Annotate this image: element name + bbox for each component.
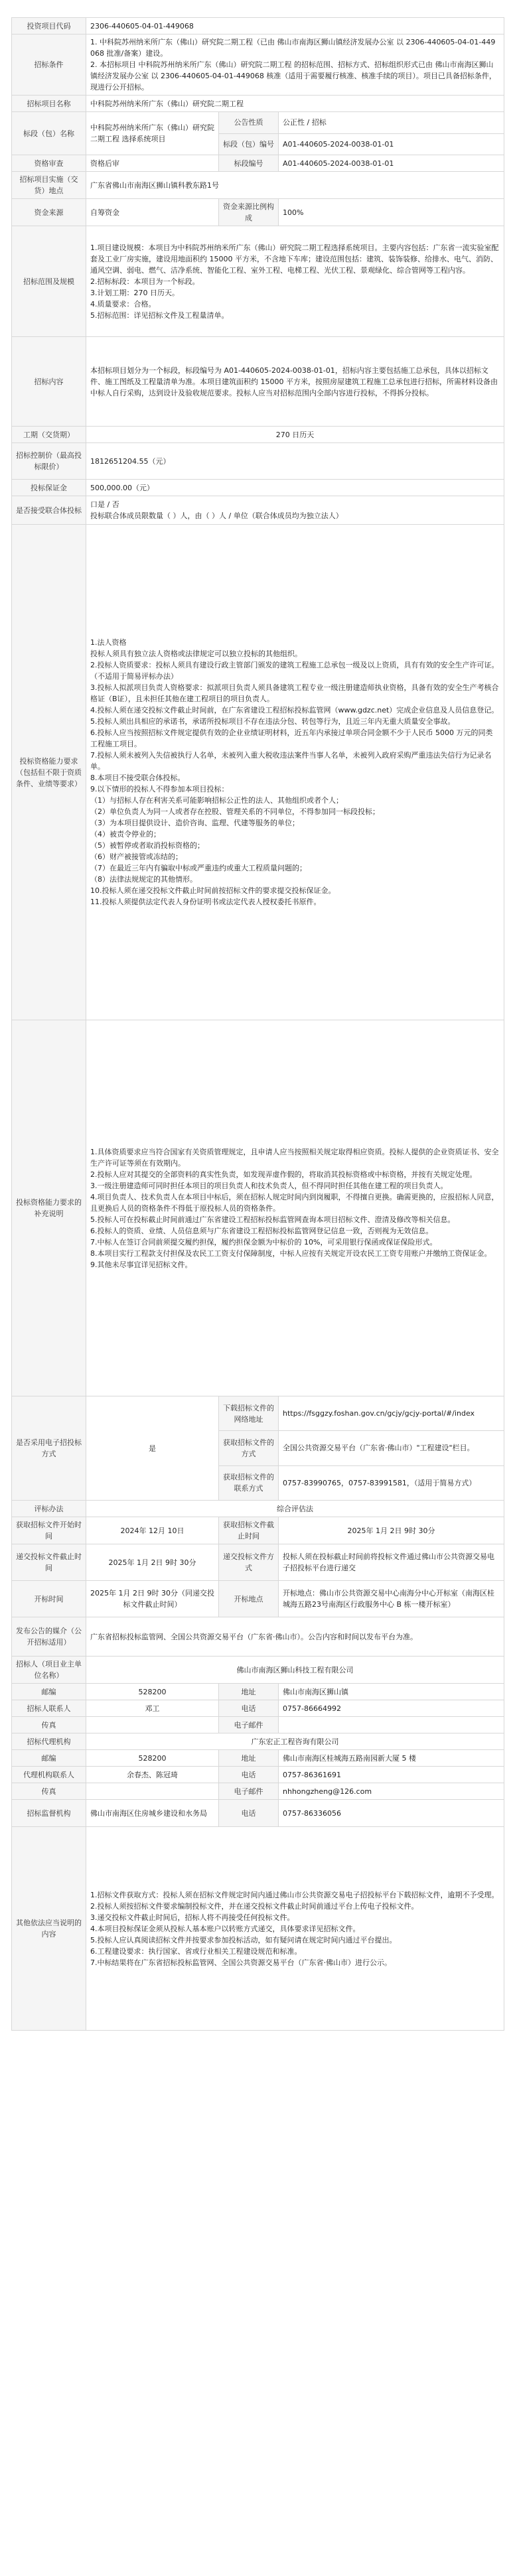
note-item: 9.其他未尽事宜详见招标文件。: [90, 1260, 192, 1269]
note-item: 3.一级注册建造师可同时担任本项目的项目负责人和技术负责人，但不得同时担任其他在建工程的项目负责人。: [90, 1181, 448, 1190]
funding-label: 资金来源: [12, 199, 86, 226]
note-item: 2.投标人应对其提交的全部资料的真实性负责，如发现弄虚作假的，将取消其投标资格或中标资格，并按有关规定处理。: [90, 1170, 477, 1179]
row-qualification: [12, 155, 504, 172]
qualification-no-value: A01-440605-2024-0038-01-01: [279, 155, 504, 172]
consortium-label: 是否接受联合体投标: [12, 496, 86, 525]
row-consortium: [12, 496, 504, 525]
row-tenderer: [12, 1657, 504, 1684]
tenderer-phone-label: 电话: [219, 1700, 279, 1717]
electronic-value: 是: [86, 1396, 219, 1501]
tenderer-address-value: 佛山市南海区狮山镇: [279, 1684, 504, 1700]
row-project-code: [12, 18, 504, 34]
media-value: 广东省招标投标监管网、全国公共资源交易平台（广东省·佛山市）。公告内容和时间以发布平台为准。: [86, 1617, 504, 1657]
tenderer-value: 佛山市南海区狮山科技工程有限公司: [86, 1657, 504, 1684]
row-max-price: [12, 443, 504, 480]
row-tenderer-address: [12, 1684, 504, 1700]
open-place-value: 开标地点：佛山市公共资源交易中心南海分中心开标室（南海区桂城海五路23号南海区行政服务中心 B 栋一楼开标室）: [279, 1581, 504, 1617]
note-item: 5.投标人可在投标截止时间前通过广东省建设工程招标投标监管网查询本项目招标文件、澄清及修改等相关信息。: [90, 1215, 455, 1224]
requirement-item: （5）被暂停或者取消投标资格的；: [90, 841, 204, 850]
get-start-label: 获取招标文件开始时间: [12, 1517, 86, 1544]
requirement-item: 9.以下情形的投标人不得参加本项目投标：: [90, 785, 229, 793]
duration-label: 工期（交货期）: [12, 427, 86, 443]
requirement-item: （2）单位负责人为同一人或者存在控股、管理关系的不同单位，不得参加同一标段投标；: [90, 807, 380, 816]
agency-postcode-value: 528200: [86, 1750, 219, 1767]
location-value: 广东省佛山市南海区狮山镇科教东路1号: [86, 172, 504, 199]
agency-phone-label: 电话: [219, 1767, 279, 1783]
tenderer-contact-value: 邓工: [86, 1700, 219, 1717]
agency-address-label: 地址: [219, 1750, 279, 1767]
other-item: 4.本项目投标保证金须从投标人基本账户以转账方式递交，具体要求详见招标文件。: [90, 1924, 360, 1933]
requirement-item: （3）为本项目提供设计、造价咨询、监理、代建等服务的单位；: [90, 819, 299, 827]
row-bid-conditions: [12, 34, 504, 96]
other-item: 1.招标文件获取方式：投标人须在招标文件规定时间内通过佛山市公共资源交易电子招投标平台下载招标文件，逾期不予受理。: [90, 1890, 499, 1899]
row-deposit: [12, 480, 504, 496]
project-code-label: 投资项目代码: [12, 18, 86, 34]
row-media: [12, 1617, 504, 1657]
tenderer-postcode-value: 528200: [86, 1684, 219, 1700]
tender-section-value: 中科院苏州纳米所广东（佛山）研究院二期工程 选择系统项目: [86, 112, 219, 155]
requirement-item: 投标人须具有独立法人资格或法律规定可以独立投标的其他组织。: [90, 649, 302, 658]
agency-address-value: 佛山市南海区桂城海五路南园新大厦 5 楼: [279, 1750, 504, 1767]
row-electronic: [12, 1396, 504, 1431]
agency-email-label: 电子邮件: [219, 1783, 279, 1800]
evaluation-value: 综合评估法: [86, 1501, 504, 1517]
row-tender-section: [12, 112, 504, 134]
bid-content-label: 招标内容: [12, 337, 86, 427]
agency-contact-value: 余春杰、陈冠琦: [86, 1767, 219, 1783]
row-notes: [12, 1020, 504, 1396]
row-agency-fax: [12, 1783, 504, 1800]
row-duration: [12, 427, 504, 443]
agency-fax-label: 传真: [12, 1783, 86, 1800]
announcement-table: [11, 17, 504, 2031]
submit-method-value: 投标人须在投标截止时间前将投标文件通过佛山市公共资源交易电子招投标平台进行递交: [279, 1544, 504, 1581]
announcement-nature-value: 公正性 / 招标: [279, 112, 504, 134]
row-tenderer-fax: [12, 1717, 504, 1733]
agency-fax-value: [86, 1783, 219, 1800]
other-item: 5.投标人应认真阅读招标文件并按要求参加投标活动，如有疑问请在规定时间内通过平台提出。: [90, 1935, 397, 1944]
requirement-item: 5.投标人须出具相应的承诺书，承诺所投标项目不存在违法分包、转包等行为，且近三年内无重大质量安全事故。: [90, 717, 455, 726]
row-bid-content: [12, 337, 504, 427]
row-agency: [12, 1733, 504, 1750]
requirement-item: 2.投标人资质要求：投标人须具有建设行政主管部门颁发的建筑工程施工总承包一级及以上资质，具有有效的安全生产许可证。（不适用于简易评标办法）: [90, 661, 499, 681]
row-evaluation: [12, 1501, 504, 1517]
submit-method-label: 递交投标文件方式: [219, 1544, 279, 1581]
other-item: 6.工程建设要求：执行国家、省或行业相关工程建设规范和标准。: [90, 1946, 302, 1956]
row-supervisor: [12, 1800, 504, 1827]
qualification-no-label: 标段编号: [219, 155, 279, 172]
evaluation-label: 评标办法: [12, 1501, 86, 1517]
get-start-value: 2024年 12月 10日: [86, 1517, 219, 1544]
tender-announcement: [11, 17, 504, 2031]
other-item: 3.递交投标文件截止时间后，招标人将不再接受任何投标文件。: [90, 1913, 295, 1922]
tenderer-phone-value: 0757-86664992: [279, 1700, 504, 1717]
project-code-value: 2306-440605-04-01-449068: [86, 18, 504, 34]
row-tenderer-contact: [12, 1700, 504, 1717]
open-time-value: 2025年 1月 2日 9时 30分（同递交投标文件截止时间）: [86, 1581, 219, 1617]
requirement-item: （6）财产被接管或冻结的；: [90, 852, 183, 861]
supervisor-label: 招标监督机构: [12, 1800, 86, 1827]
consortium-cell: [86, 496, 504, 525]
row-agency-address: [12, 1750, 504, 1767]
requirement-item: 11.投标人须提供法定代表人身份证明书或法定代表人授权委托书原件。: [90, 898, 321, 906]
note-item: 7.中标人在签订合同前须提交履约担保，履约担保金额为中标价的 10%，可采用银行保函或保证保险形式。: [90, 1237, 437, 1247]
electronic-label: 是否采用电子招投标方式: [12, 1396, 86, 1501]
scope-text: 1.项目建设规模：本项目为中科院苏州纳米所广东（佛山）研究院二期工程选择系统项目。主要内容包括：广东省一流实验室配套及工业厂房实施，建设用地面积约 15000 平方米，不含地下车库；建设范围包括：建筑、装饰装修、给排水、电气、消防、通风空调、弱电、燃气、洁净系统、智能化工程、室外工程、电梯工程、光伏工程、景观绿化、综合管网等工程内容。 2.招标标段：本项目为一个标段。 3.计划工期：270 日历天。 4.质量要求：合格。 5.招标范围：详见招标文件及工程量清单。: [86, 226, 504, 337]
row-scope: [12, 226, 504, 337]
funding-value: 自筹资金: [86, 199, 219, 226]
open-time-label: 开标时间: [12, 1581, 86, 1617]
bid-conditions-label: 招标条件: [12, 34, 86, 96]
supervisor-phone-value: 0757-86336056: [279, 1800, 504, 1827]
requirement-item: 8.本项目不接受联合体投标。: [90, 774, 185, 782]
tender-section-label: 标段（包）名称: [12, 112, 86, 155]
get-end-value: 2025年 1月 2日 9时 30分: [279, 1517, 504, 1544]
note-item: 1.具体资质要求应当符合国家有关资质管理规定，且申请人应当按照相关规定取得相应资质。投标人提供的企业资质证书、安全生产许可证等须在有效期内。: [90, 1147, 499, 1168]
tenderer-email-value: [279, 1717, 504, 1733]
notes-label: 投标资格能力要求的补充说明: [12, 1020, 86, 1396]
qualification-value: 资格后审: [86, 155, 219, 172]
qualification-label: 资格审查: [12, 155, 86, 172]
tenderer-fax-label: 传真: [12, 1717, 86, 1733]
submit-end-label: 递交投标文件截止时间: [12, 1544, 86, 1581]
announcement-nature-label: 公告性质: [219, 112, 279, 134]
requirements-list: [86, 525, 504, 1020]
requirement-item: 7.投标人须未被列入失信被执行人名单，未被列入重大税收违法案件当事人名单，未被列入政府采购严重违法失信行为记录名单。: [90, 751, 492, 771]
tender-section-no-label: 标段（包）编号: [219, 133, 279, 155]
get-contact-value: 0757-83990765，0757-83991581，（适用于简易方式）: [279, 1465, 504, 1500]
project-name-value: 中科院苏州纳米所广东（佛山）研究院二期工程: [86, 96, 504, 112]
location-label: 招标项目实施（交货）地点: [12, 172, 86, 199]
notes-list: [86, 1020, 504, 1396]
get-method-label: 获取招标文件的方式: [219, 1431, 279, 1465]
tenderer-email-label: 电子邮件: [219, 1717, 279, 1733]
funding-ratio-label: 资金来源比例构成: [219, 199, 279, 226]
funding-ratio-value: 100%: [279, 199, 504, 226]
get-contact-label: 获取招标文件的联系方式: [219, 1465, 279, 1500]
deposit-label: 投标保证金: [12, 480, 86, 496]
max-price-label: 招标控制价（最高投标限价）: [12, 443, 86, 480]
submit-end-value: 2025年 1月 2日 9时 30分: [86, 1544, 219, 1581]
row-other: [12, 1827, 504, 2031]
tenderer-address-label: 地址: [219, 1684, 279, 1700]
row-location: [12, 172, 504, 199]
project-name-label: 招标项目名称: [12, 96, 86, 112]
requirement-item: （4）被责令停业的；: [90, 830, 161, 839]
other-label: 其他依法应当说明的内容: [12, 1827, 86, 2031]
requirement-item: 10.投标人须在递交投标文件截止时间前按招标文件的要求提交投标保证金。: [90, 886, 336, 895]
note-item: 6.投标人的资质、业绩、人员信息须与广东省建设工程招标投标监管网登记信息一致，否则视为无效信息。: [90, 1226, 433, 1235]
tenderer-postcode-label: 邮编: [12, 1684, 86, 1700]
other-item: 2.投标人须按招标文件要求编制投标文件，并在递交投标文件截止时间前通过平台上传电子投标文件。: [90, 1901, 419, 1911]
row-submit: [12, 1544, 504, 1581]
other-item: 7.中标结果将在广东省招标投标监管网、全国公共资源交易平台（广东省·佛山市）进行公示。: [90, 1958, 392, 1967]
tender-section-no-value: A01-440605-2024-0038-01-01: [279, 133, 504, 155]
get-method-value: 全国公共资源交易平台（广东省·佛山市）"工程建设"栏目。: [279, 1431, 504, 1465]
requirement-item: 6.投标人应当按照招标文件规定提供有效的企业业绩证明材料，近五年内承接过单项合同金额不少于人民币 5000 万元的同类工程施工项目。: [90, 728, 493, 748]
scope-label: 招标范围及规模: [12, 226, 86, 337]
row-requirements: [12, 525, 504, 1020]
download-url-label: 下载招标文件的网络地址: [219, 1396, 279, 1431]
bid-conditions-text: 1. 中科院苏州纳米所广东（佛山）研究院二期工程（已由 佛山市南海区狮山镇经济发展办公室 以 2306-440605-04-01-449068 批准/备案）建设。 2. 本招标项目 中科院苏州纳米所广东（佛山）研究院二期工程 的招标范围、招标方式、招标组织形式已由 佛山市南海区狮山镇经济发展办公室 以 2306-440605-04-01-449068 核准（适用于需要履行核准、核准手续的项目）。项目已具备招标条件，现进行公开招标。: [86, 34, 504, 96]
bid-content-text: 本招标项目划分为一个标段，标段编号为 A01-440605-2024-0038-01-01，招标内容主要包括施工总承包，具体以招标文件、施工图纸及工程量清单为准。本项目建筑面积约 15000 平方米，按照房屋建筑工程施工总承包进行招标，所需材料设备由中标人自行采购，达到设计及验收规范要求。投标人应当对招标范围内全部内容进行投标，不得拆分投标。: [86, 337, 504, 427]
consortium-note: 投标联合体成员限数量（ ）人，由（ ）人 / 单位（联合体成员均为独立法人）: [90, 511, 343, 520]
duration-value: 270 日历天: [86, 427, 504, 443]
agency-postcode-label: 邮编: [12, 1750, 86, 1767]
open-place-label: 开标地点: [219, 1581, 279, 1617]
requirement-item: （7）在最近三年内有骗取中标或严重违约或重大工程质量问题的；: [90, 864, 307, 872]
other-list: [86, 1827, 504, 2031]
get-end-label: 获取招标文件截止时间: [219, 1517, 279, 1544]
tenderer-contact-label: 招标人联系人: [12, 1700, 86, 1717]
requirement-item: 4.投标人须在递交投标文件截止时间前，在广东省建设工程招标投标监管网（www.gdzc.net）完成企业信息及人员信息登记。: [90, 706, 499, 714]
deposit-value: 500,000.00（元）: [86, 480, 504, 496]
row-get-times: [12, 1517, 504, 1544]
max-price-value: 1812651204.55（元）: [86, 443, 504, 480]
requirement-item: 1.法人资格: [90, 638, 127, 647]
requirement-item: 3.投标人拟派项目负责人资格要求：拟派项目负责人须具备建筑工程专业一级注册建造师执业资格，具备有效的安全生产考核合格证（B证），且未担任其他在建工程项目的项目负责人。: [90, 683, 499, 703]
agency-label: 招标代理机构: [12, 1733, 86, 1750]
requirement-item: （8）法律法规规定的其他情形。: [90, 875, 197, 884]
supervisor-phone-label: 电话: [219, 1800, 279, 1827]
agency-contact-label: 代理机构联系人: [12, 1767, 86, 1783]
row-project-name: [12, 96, 504, 112]
agency-email-value[interactable]: nhhongzheng@126.com: [279, 1783, 504, 1800]
media-label: 发布公告的媒介（公开招标适用）: [12, 1617, 86, 1657]
requirements-label: 投标资格能力要求（包括但不限于资质条件、业绩等要求）: [12, 525, 86, 1020]
consortium-value: 口是 / 否: [90, 500, 119, 509]
note-item: 4.项目负责人、技术负责人在本项目中标后，须在招标人规定时间内到岗履职，不得擅自更换。确需更换的，应报招标人同意，且更换后人员的资格条件不得低于原投标人员的资格条件。: [90, 1192, 499, 1213]
row-funding: [12, 199, 504, 226]
agency-phone-value: 0757-86361691: [279, 1767, 504, 1783]
tenderer-fax-value: [86, 1717, 219, 1733]
supervisor-value: 佛山市南海区住房城乡建设和水务局: [86, 1800, 219, 1827]
agency-value: 广东宏正工程咨询有限公司: [86, 1733, 504, 1750]
tenderer-label: 招标人（项目业主单位名称）: [12, 1657, 86, 1684]
note-item: 8.本项目实行工程款支付担保及农民工工资支付保障制度，中标人应按有关规定开设农民工工资专用账户并缴纳工资保证金。: [90, 1249, 492, 1258]
download-url-value[interactable]: https://fsggzy.foshan.gov.cn/gcjy/gcjy-portal/#/index: [279, 1396, 504, 1431]
row-open: [12, 1581, 504, 1617]
row-agency-contact: [12, 1767, 504, 1783]
requirement-item: （1）与招标人存在利害关系可能影响招标公正性的法人、其他组织或者个人；: [90, 796, 343, 805]
